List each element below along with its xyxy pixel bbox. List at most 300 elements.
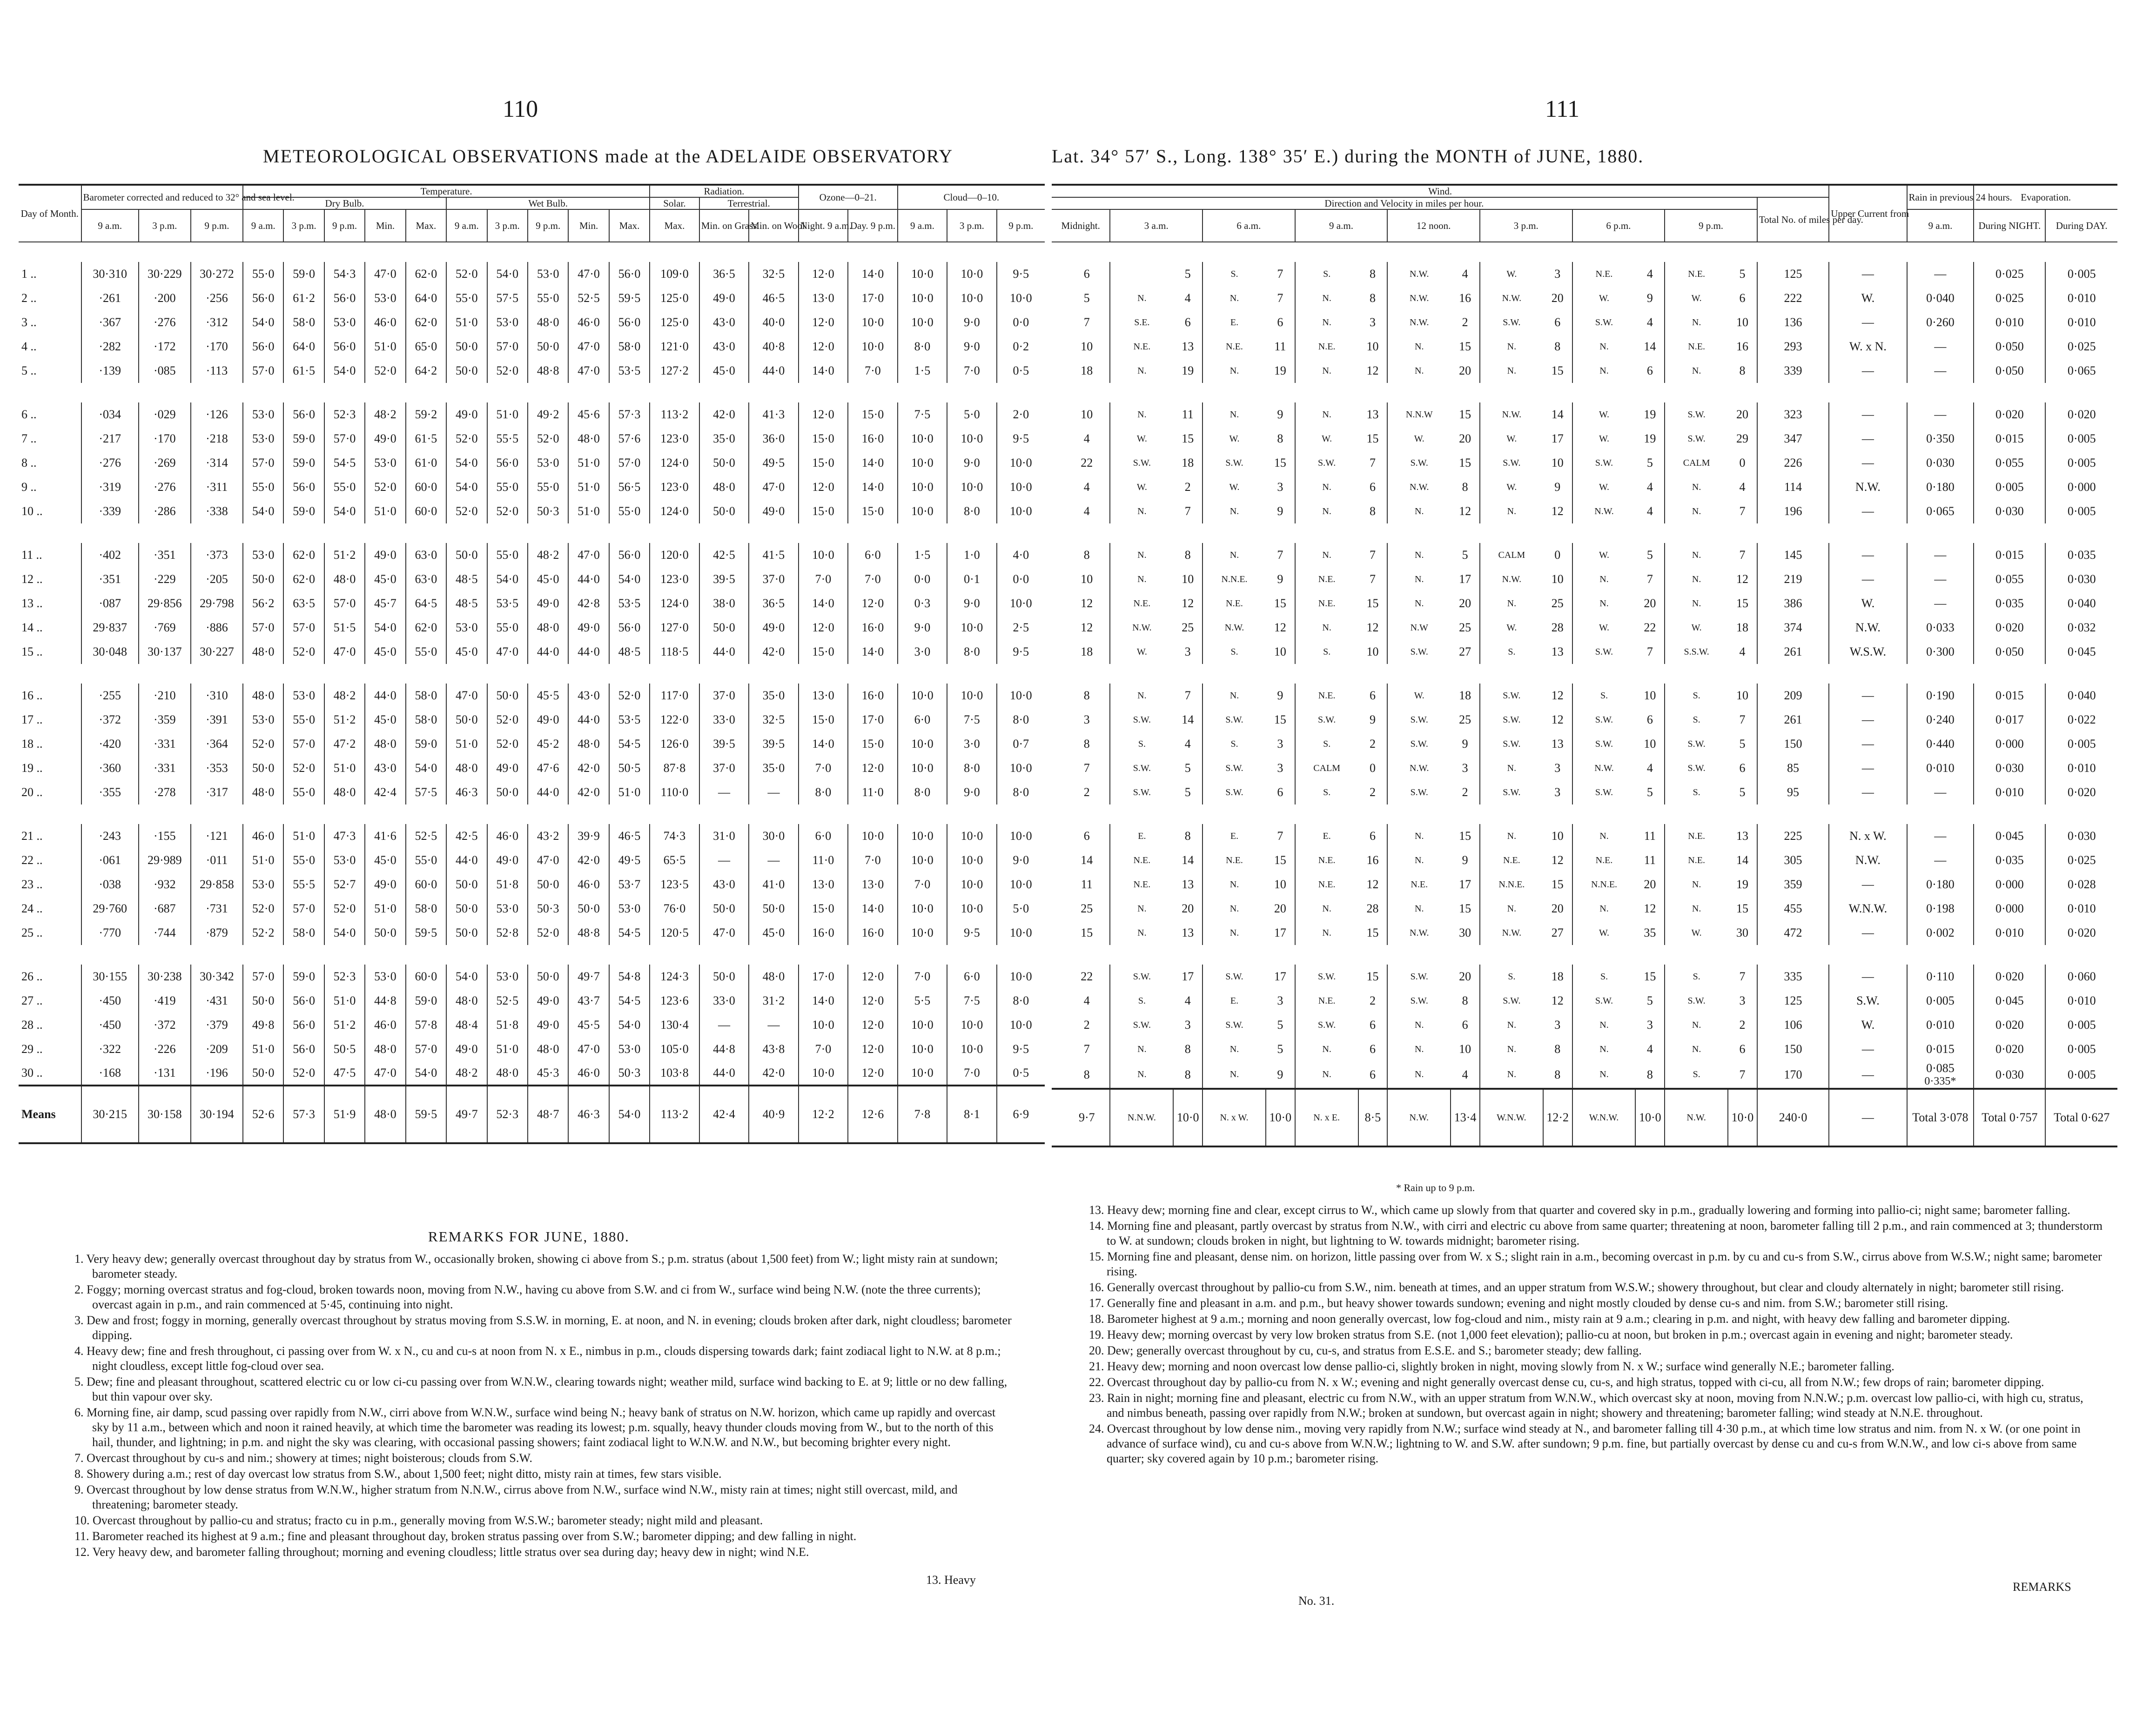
day-cell: 26 .. [21, 970, 43, 984]
data-cell: 56·0 [487, 451, 528, 475]
data-cell [1052, 286, 1064, 310]
data-cell: 18 [1551, 970, 1564, 984]
data-cell: 6 [1462, 1018, 1468, 1032]
data-cell: 5 [1739, 267, 1746, 281]
data-cell: 0·005 [2045, 1037, 2117, 1061]
data-cell: 20 [1551, 291, 1564, 305]
day-cell: 19 .. [21, 761, 43, 775]
data-cell: 8 [1739, 364, 1746, 378]
data-cell: S.W. [1665, 732, 1728, 756]
data-cell: 15·0 [848, 732, 897, 756]
data-cell: 56·0 [609, 310, 650, 335]
data-cell: N. [1202, 499, 1266, 523]
remark-item: 6. Morning fine, air damp, scud passing over rapidly from N.W., cirri above from W.N.W., surface wind being N.; heavy bank of stratus on N.W. horizon, which came up rapidly and overcast sky by 11 a.m., between which and noon it rained heavily, at which time the barometer was reading its lowest; p.m. squally, heavy thunder clouds moving from W., but to the north of this hail, thunder, and lightning; in p.m. and night the sky was clearing, with occasional passing showers; faint zodiacal light to W.N.W. and N.W., but becoming brighter every night. [74, 1406, 996, 1449]
data-cell: ·372 [139, 1013, 191, 1037]
data-cell: 13 [1551, 737, 1564, 751]
data-cell: 10·0 [898, 451, 947, 475]
data-cell: S. [1665, 684, 1728, 708]
data-cell: 5 [1184, 785, 1191, 799]
data-cell: 126·0 [650, 732, 699, 756]
data-cell: 15·0 [799, 499, 848, 523]
data-cell: 48·8 [528, 359, 568, 383]
data-cell: ·886 [191, 616, 243, 640]
data-cell: 219 [1757, 567, 1829, 591]
data-cell: 4 [1184, 994, 1191, 1008]
data-cell: 0·000 [1974, 872, 2045, 897]
data-cell: 323 [1757, 402, 1829, 427]
data-cell: 6 [1646, 713, 1653, 727]
means-cell: N. x E. [1295, 1089, 1358, 1146]
data-cell: S.W. [1110, 1013, 1173, 1037]
observations-table-right [1052, 184, 2117, 1147]
data-cell: 43·0 [699, 310, 749, 335]
data-cell: 4 [1646, 315, 1653, 329]
data-cell: 222 [1757, 286, 1829, 310]
data-cell: 123·5 [650, 872, 699, 897]
data-cell: 49·0 [365, 543, 405, 567]
data-cell: 15 [1459, 340, 1471, 354]
data-cell: 0·300 [1907, 640, 1974, 664]
data-cell: 50·0 [446, 335, 487, 359]
data-cell: 10·0 [997, 756, 1045, 780]
catchword-right: REMARKS [2013, 1580, 2071, 1594]
data-cell: N. [1387, 1037, 1451, 1061]
data-cell: 53·0 [283, 684, 324, 708]
data-cell: 87·8 [650, 756, 699, 780]
data-cell: 225 [1757, 824, 1829, 848]
data-cell: 42·0 [568, 756, 609, 780]
data-cell: 0·017 [1974, 708, 2045, 732]
data-cell: 29·837 [81, 616, 139, 640]
data-cell: W. [1387, 684, 1451, 708]
data-cell: ·226 [139, 1037, 191, 1061]
data-cell: 17·0 [848, 708, 897, 732]
header-evaporation: Evaporation. [1974, 185, 2117, 209]
data-cell: ·360 [81, 756, 139, 780]
data-cell: 10 [1551, 456, 1564, 470]
data-cell: N.E. [1665, 335, 1728, 359]
data-cell: N.E. [1202, 335, 1266, 359]
data-cell: 8 [1554, 1067, 1561, 1081]
data-cell: 0·030 [1974, 499, 2045, 523]
data-cell: S.W. [1572, 451, 1636, 475]
data-cell: ·168 [81, 1061, 139, 1086]
data-cell: 0·010 [1974, 310, 2045, 335]
data-cell: 6 [1277, 315, 1283, 329]
data-cell: N. [1572, 1061, 1636, 1089]
remark-item: 10. Overcast throughout by pallio-cu and stratus; fracto cu in p.m., generally moving from W.S.W.; barometer steady; night mild and pleasant. [74, 1514, 763, 1527]
data-cell: N. [1665, 499, 1728, 523]
data-cell: 19 [1274, 364, 1286, 378]
data-cell: S.W. [1387, 965, 1451, 989]
data-cell: 17·0 [848, 286, 897, 310]
data-cell: 0·005 [2045, 499, 2117, 523]
data-cell: 3 [1739, 994, 1746, 1008]
data-cell: 10 [1274, 645, 1286, 659]
data-cell: 53·5 [487, 591, 528, 616]
means-cell: 8·1 [947, 1086, 996, 1143]
data-cell: S. [1572, 965, 1636, 989]
data-cell: ·121 [191, 824, 243, 848]
day-cell: 29 .. [21, 1042, 43, 1056]
data-cell: 46·5 [749, 286, 799, 310]
data-cell: 44·0 [446, 848, 487, 872]
data-cell: ·351 [139, 543, 191, 567]
data-cell: 49·0 [528, 1013, 568, 1037]
data-cell: 54·3 [324, 262, 365, 286]
table-row [19, 262, 1045, 286]
data-cell [1052, 897, 1064, 921]
data-cell: 10·0 [997, 451, 1045, 475]
data-cell [1052, 1037, 1064, 1061]
data-cell: 113·2 [650, 402, 699, 427]
data-cell: 48·0 [243, 684, 283, 708]
means-cell: W.N.W. [1480, 1089, 1543, 1146]
data-cell: S.W. [1387, 780, 1451, 804]
data-cell: 37·0 [699, 756, 749, 780]
data-cell: S.W. [1665, 427, 1728, 451]
data-cell: 47·6 [528, 756, 568, 780]
data-cell: 48·8 [568, 921, 609, 945]
data-cell: 0·5 [997, 359, 1045, 383]
data-cell: 43·8 [749, 1037, 799, 1061]
data-cell: 14·0 [848, 475, 897, 499]
means-cell: 52·6 [243, 1086, 283, 1143]
remark-item: 17. Generally fine and pleasant in a.m. and p.m., but heavy shower towards sundown; evening and night mostly clouded by dense cu-s and nim. from S.W.; barometer still rising. [1089, 1296, 1948, 1310]
data-cell: — [1829, 921, 1907, 945]
means-cell: — [1829, 1089, 1907, 1146]
day-cell: 4 .. [21, 340, 37, 354]
data-cell: N.E. [1202, 591, 1266, 616]
data-cell: ·314 [191, 451, 243, 475]
data-cell: 53·0 [487, 310, 528, 335]
data-cell: 39·9 [568, 824, 609, 848]
data-cell: 14·0 [848, 262, 897, 286]
table-row [1052, 427, 2117, 451]
data-cell: 44·0 [528, 780, 568, 804]
remark-item: 3. Dew and frost; foggy in morning, generally overcast throughout by stratus moving from S.S.W. in morning, E. at noon, and N. in evening; clouds broken after dark, night cloudless; barometer dipping. [74, 1314, 1012, 1342]
data-cell: 8 [1462, 480, 1468, 494]
data-cell: 50·0 [699, 965, 749, 989]
subheader-time: 9 p.m. [1665, 209, 1757, 242]
right-page [1052, 0, 2143, 1736]
data-cell: N. [1295, 616, 1358, 640]
data-cell: 4 [1646, 504, 1653, 518]
data-cell: 5·0 [947, 402, 996, 427]
data-cell: 6 [1646, 364, 1653, 378]
data-cell: N. [1202, 359, 1266, 383]
data-cell: 47·3 [324, 824, 365, 848]
data-cell: 51·0 [324, 756, 365, 780]
table-row [19, 872, 1045, 897]
data-cell: 5 [1083, 291, 1090, 305]
header-cloud: Cloud—0–10. [898, 185, 1045, 209]
data-cell: 25 [1182, 621, 1194, 635]
data-cell: 13·0 [799, 684, 848, 708]
day-cell: 14 .. [21, 621, 43, 635]
data-cell: 14·0 [848, 640, 897, 664]
data-cell: ·310 [191, 684, 243, 708]
data-cell: 0·000 [1974, 897, 2045, 921]
data-cell [1052, 965, 1064, 989]
data-cell: 12 [1736, 572, 1748, 586]
data-cell: 58·0 [609, 335, 650, 359]
data-cell: 56·0 [243, 335, 283, 359]
data-cell: — [1829, 965, 1907, 989]
data-cell: 47·0 [568, 543, 609, 567]
data-cell: 8·0 [947, 499, 996, 523]
data-cell: W. x N. [1829, 335, 1907, 359]
data-cell: 48·0 [324, 567, 365, 591]
data-cell: N.W. [1387, 756, 1451, 780]
data-cell: S. [1295, 640, 1358, 664]
data-cell: 3 [1083, 713, 1090, 727]
data-cell: 45·5 [528, 684, 568, 708]
data-cell: 48·0 [365, 1037, 405, 1061]
data-cell: 64·2 [406, 359, 446, 383]
data-cell: ·932 [139, 872, 191, 897]
data-cell: ·210 [139, 684, 191, 708]
data-cell: 10·0 [997, 872, 1045, 897]
data-cell: W. [1572, 427, 1636, 451]
data-cell: 57·5 [406, 780, 446, 804]
data-cell: 10·0 [997, 824, 1045, 848]
data-cell: N. [1572, 824, 1636, 848]
data-cell: 51·0 [324, 989, 365, 1013]
subheader-time: 6 a.m. [1202, 209, 1295, 242]
data-cell: 18 [1081, 645, 1093, 659]
data-cell: 10·0 [947, 286, 996, 310]
data-cell: 61·5 [283, 359, 324, 383]
data-cell: 53·7 [609, 872, 650, 897]
data-cell: N.E. [1665, 848, 1728, 872]
table-row [1052, 640, 2117, 664]
table-row [19, 402, 1045, 427]
data-cell: S. [1572, 684, 1636, 708]
data-cell: 48·2 [528, 543, 568, 567]
data-cell: 5 [1646, 785, 1653, 799]
data-cell: 2 [1462, 315, 1468, 329]
data-cell: 42·0 [568, 848, 609, 872]
data-cell: 7 [1739, 548, 1746, 562]
data-cell: 53·0 [528, 262, 568, 286]
data-cell: 0·198 [1907, 897, 1974, 921]
data-cell: 9·5 [947, 921, 996, 945]
subheader-cell: 3 p.m. [487, 209, 528, 242]
data-cell: ·085 [139, 359, 191, 383]
data-cell: W. [1202, 475, 1266, 499]
data-cell: 38·0 [699, 591, 749, 616]
data-cell: 48·0 [568, 732, 609, 756]
data-cell: 55·0 [487, 475, 528, 499]
data-cell: 0·050 [1974, 640, 2045, 664]
data-cell: 20 [1459, 432, 1471, 446]
data-cell: 125·0 [650, 286, 699, 310]
means-cell: W.N.W. [1572, 1089, 1636, 1146]
data-cell: ·731 [191, 897, 243, 921]
data-cell: 44·0 [699, 640, 749, 664]
data-cell: 55·0 [609, 499, 650, 523]
data-cell: 10·0 [947, 848, 996, 872]
day-cell: 2 .. [21, 291, 37, 305]
means-cell: Total 0·757 [1974, 1089, 2045, 1146]
data-cell: N. [1387, 1061, 1451, 1089]
data-cell: 0·000 [2045, 475, 2117, 499]
data-cell: 0·010 [1974, 780, 2045, 804]
data-cell: — [1829, 427, 1907, 451]
subheader-cell: Max. [650, 209, 699, 242]
data-cell: 56·0 [283, 1013, 324, 1037]
data-cell: N.N.E. [1202, 567, 1266, 591]
data-cell: ·218 [191, 427, 243, 451]
table-row [1052, 965, 2117, 989]
data-cell: 8 [1277, 432, 1283, 446]
data-cell: 5 [1277, 1018, 1283, 1032]
data-cell: 15·0 [848, 402, 897, 427]
data-cell: 18 [1182, 456, 1194, 470]
data-cell: 0·0 [997, 310, 1045, 335]
data-cell: 51·2 [324, 543, 365, 567]
data-cell: S.W. [1480, 684, 1543, 708]
data-cell: 7 [1646, 572, 1653, 586]
header-temperature: Temperature. [243, 185, 650, 197]
data-cell: W. [1202, 427, 1266, 451]
data-cell: 7·0 [799, 567, 848, 591]
data-cell: 6 [1554, 315, 1561, 329]
table-row [1052, 848, 2117, 872]
data-cell: N. [1295, 921, 1358, 945]
data-cell: 49·0 [528, 591, 568, 616]
data-cell: 49·0 [749, 499, 799, 523]
data-cell: W. [1572, 402, 1636, 427]
data-cell: 10 [1736, 315, 1748, 329]
data-cell: W. [1572, 543, 1636, 567]
data-cell: 11 [1644, 829, 1656, 843]
data-cell: S.W. [1387, 732, 1451, 756]
means-cell: 48·7 [528, 1086, 568, 1143]
data-cell: 124·0 [650, 591, 699, 616]
page-number-right: 111 [1545, 96, 1580, 122]
data-cell: 60·0 [406, 499, 446, 523]
data-cell: W. [1572, 286, 1636, 310]
data-cell: 9 [1554, 480, 1561, 494]
data-cell: 2 [1369, 785, 1376, 799]
data-cell: 0·015 [1907, 1037, 1974, 1061]
data-cell: N. [1295, 543, 1358, 567]
data-cell: 44·0 [568, 708, 609, 732]
data-cell: 54·0 [324, 359, 365, 383]
data-cell: 42·8 [568, 591, 609, 616]
data-cell: N. [1387, 543, 1451, 567]
data-cell: 13·0 [848, 872, 897, 897]
data-cell: ·879 [191, 921, 243, 945]
data-cell: ·205 [191, 567, 243, 591]
data-cell: — [1907, 543, 1974, 567]
data-cell: 58·0 [283, 921, 324, 945]
data-cell: 12 [1366, 364, 1379, 378]
means-row [19, 1086, 1045, 1143]
data-cell: S.W. [1387, 708, 1451, 732]
subheader-cell: Min. on Wool. [749, 209, 799, 242]
data-cell: 0·010 [1907, 756, 1974, 780]
data-cell: 17 [1459, 572, 1471, 586]
data-cell: ·126 [191, 402, 243, 427]
data-cell: 7·0 [799, 756, 848, 780]
data-cell: 6 [1369, 689, 1376, 703]
data-cell: S. [1665, 708, 1728, 732]
data-cell: ·196 [191, 1061, 243, 1086]
data-cell: 10·0 [997, 965, 1045, 989]
remark-item: 9. Overcast throughout by low dense stratus from W.N.W., higher stratum from N.N.W., cirrus above from N.W., surface wind N.W., misty rain at times; night still overcast, mild, and threatening; barometer steady. [74, 1483, 958, 1511]
data-cell: N.E. [1202, 848, 1266, 872]
table-row [19, 848, 1045, 872]
data-cell: 30·310 [81, 262, 139, 286]
data-cell: 54·0 [324, 921, 365, 945]
means-cell: 10·0 [1728, 1089, 1757, 1146]
data-cell: N. [1110, 286, 1173, 310]
data-cell: — [1829, 708, 1907, 732]
data-cell: 8 [1554, 340, 1561, 354]
subheader-cell: 9 p.m. [324, 209, 365, 242]
data-cell: 14 [1644, 340, 1656, 354]
data-cell: 53·0 [324, 310, 365, 335]
data-cell: 15 [1736, 902, 1748, 916]
subheader-cell: 9 p.m. [528, 209, 568, 242]
means-cell: 113·2 [650, 1086, 699, 1143]
data-cell: N.E. [1480, 848, 1543, 872]
data-cell: 5 [1184, 761, 1191, 775]
data-cell: 7·5 [898, 402, 947, 427]
data-cell: 54·0 [487, 262, 528, 286]
subheader-cell: Day. 9 p.m. [848, 209, 897, 242]
data-cell: 47·0 [568, 335, 609, 359]
data-cell: 59·0 [283, 965, 324, 989]
data-cell: 15 [1274, 853, 1286, 867]
data-cell: N.W. [1387, 286, 1451, 310]
day-cell: 5 .. [21, 364, 37, 378]
data-cell [1052, 591, 1064, 616]
data-cell: 0·190 [1907, 684, 1974, 708]
data-cell: N. [1665, 1013, 1728, 1037]
data-cell: 12·0 [848, 1037, 897, 1061]
data-cell: 0 [1369, 761, 1376, 775]
catchword-left: 13. Heavy [926, 1573, 976, 1587]
data-cell: W. [1665, 921, 1728, 945]
data-cell: 29·856 [139, 591, 191, 616]
left-page [0, 0, 1052, 1736]
data-cell: 0·2 [997, 335, 1045, 359]
data-cell: 48·0 [365, 732, 405, 756]
data-cell: 59·5 [609, 286, 650, 310]
means-cell: 40·9 [749, 1086, 799, 1143]
data-cell: 36·5 [749, 591, 799, 616]
data-cell: 50·5 [609, 756, 650, 780]
data-cell: 20 [1644, 878, 1656, 891]
data-cell: 45·0 [749, 921, 799, 945]
data-cell: 12·0 [848, 756, 897, 780]
means-cell: N. x W. [1202, 1089, 1266, 1146]
data-cell: 35·0 [749, 756, 799, 780]
data-cell: 0·020 [1974, 1037, 2045, 1061]
data-cell: N.W. [1202, 616, 1266, 640]
data-cell: 61·0 [406, 451, 446, 475]
data-cell: ·155 [139, 824, 191, 848]
data-cell: 25 [1459, 713, 1471, 727]
data-cell: N. [1387, 359, 1451, 383]
data-cell: 42·5 [699, 543, 749, 567]
data-cell: N. [1480, 1037, 1543, 1061]
data-cell: N. [1295, 499, 1358, 523]
